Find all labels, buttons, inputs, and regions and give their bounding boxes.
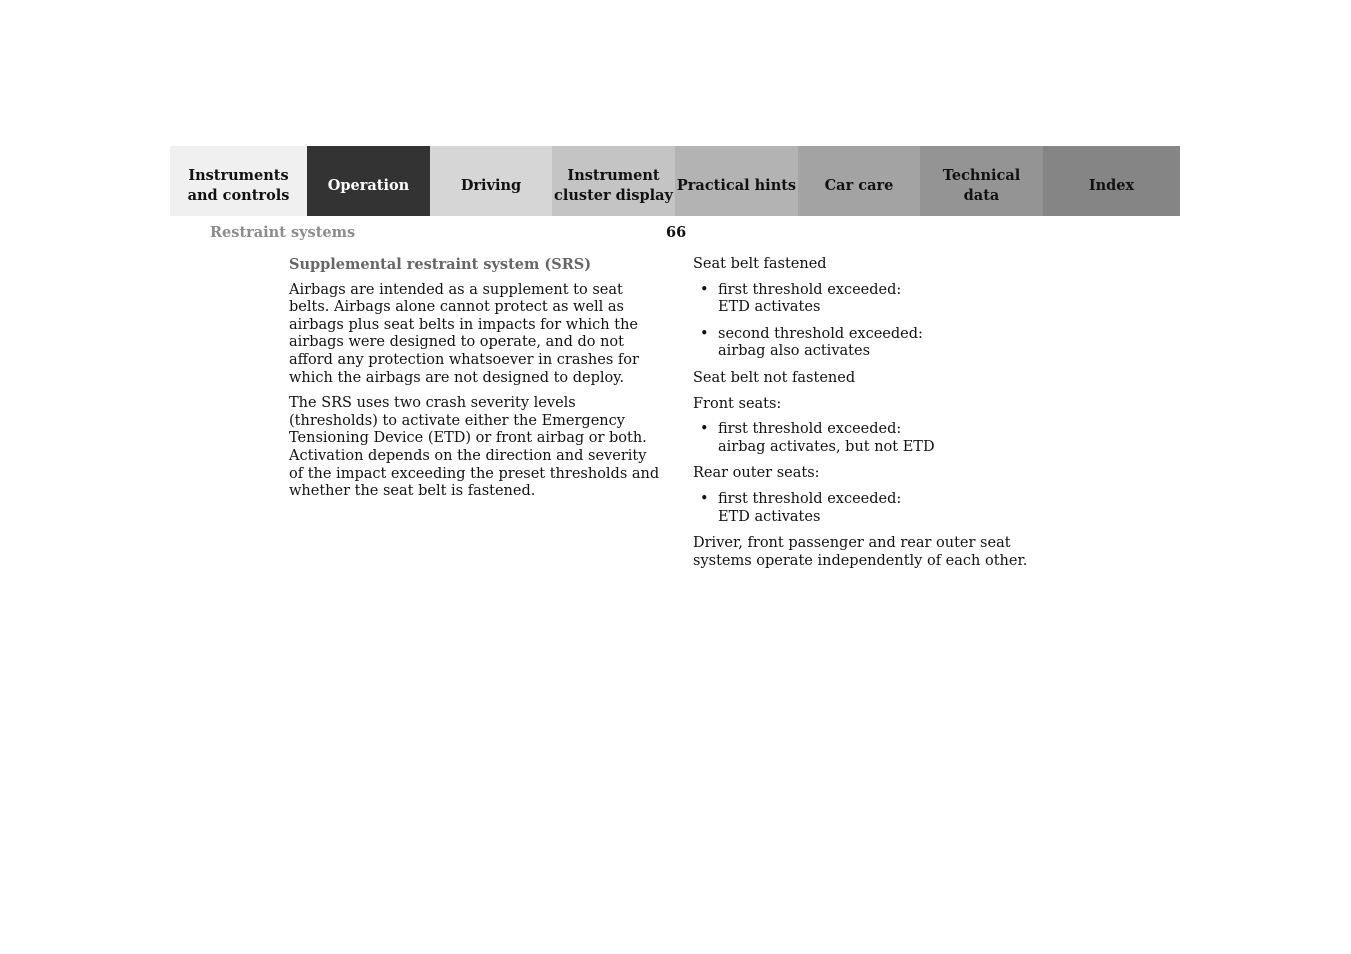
list-item: [693, 491, 1063, 526]
rear-seats-list: [693, 491, 1063, 526]
tab-label-line1: Driving: [460, 177, 522, 194]
list-item-line2: ETD activates: [718, 508, 821, 525]
bullet-icon: •: [700, 281, 709, 298]
list-item-line1: first threshold exceeded:: [718, 421, 902, 438]
tab-label-line1: Technical: [942, 167, 1021, 184]
tab-label-line1: Index: [1088, 177, 1135, 194]
tab-instruments-and-controls[interactable]: [170, 146, 307, 216]
tab-label-line1: Car care: [824, 177, 894, 194]
tab-practical-hints[interactable]: [675, 146, 798, 216]
list-item-line2: airbag also activates: [718, 343, 871, 360]
tab-label-line1: Practical hints: [676, 177, 797, 194]
tab-car-care[interactable]: [798, 146, 920, 216]
seat-belt-not-fastened-label: Seat belt not fastened: [693, 369, 856, 386]
chapter-tab-bar: [170, 146, 1180, 216]
list-item-line2: ETD activates: [718, 299, 821, 316]
tab-label-line2: data: [963, 187, 1000, 204]
list-item-line1: first threshold exceeded:: [718, 281, 902, 298]
right-column: [693, 256, 1063, 578]
list-item: [693, 421, 1063, 456]
independent-systems-paragraph: Driver, front passenger and rear outer seat systems operate independently of each other.: [693, 535, 1028, 569]
list-item: [693, 282, 1063, 317]
section-title: Restraint systems: [210, 224, 356, 241]
list-item-line2: airbag activates, but not ETD: [718, 438, 935, 455]
rear-outer-seats-label: Rear outer seats:: [693, 465, 820, 482]
airbag-supplement-paragraph: Airbags are intended as a supplement to seat belts. Airbags alone cannot protect as well as airbags plus seat belts in impacts for which the airbags were designed to operate, and do not afford any protection whatsoever in crashes for which the airbags are not designed to deploy.: [289, 281, 639, 386]
list-item: [693, 326, 1063, 361]
tab-driving[interactable]: [430, 146, 552, 216]
bullet-icon: •: [700, 325, 709, 342]
tab-label-line2: cluster display: [554, 187, 673, 204]
front-seats-label: Front seats:: [693, 395, 782, 412]
tab-instrument-cluster-display[interactable]: [552, 146, 675, 216]
tab-label-line2: and controls: [187, 187, 290, 204]
list-item-line1: second threshold exceeded:: [718, 325, 923, 342]
srs-heading: Supplemental restraint system (SRS): [289, 256, 592, 273]
seat-belt-fastened-label: Seat belt fastened: [693, 256, 827, 272]
tab-index[interactable]: [1043, 146, 1180, 216]
bullet-icon: •: [700, 421, 709, 438]
front-seats-list: [693, 421, 1063, 456]
list-item-line1: first threshold exceeded:: [718, 490, 902, 507]
tab-label-line1: Instrument: [567, 167, 660, 184]
tab-technical-data[interactable]: [920, 146, 1043, 216]
left-column: [289, 256, 664, 509]
fastened-list: [693, 282, 1063, 361]
srs-thresholds-paragraph: The SRS uses two crash severity levels (thresholds) to activate either the Emergency Tensioning Device (ETD) or front airbag or both. Activation depends on the direction and severity of the impact exceeding the preset thresholds and whether the seat belt is fastened.: [289, 395, 660, 500]
tab-operation[interactable]: [307, 146, 430, 216]
tab-label-line1: Instruments: [188, 167, 289, 184]
tab-label-line1: Operation: [327, 177, 410, 194]
page-number: 66: [666, 224, 687, 241]
bullet-icon: •: [700, 490, 709, 507]
